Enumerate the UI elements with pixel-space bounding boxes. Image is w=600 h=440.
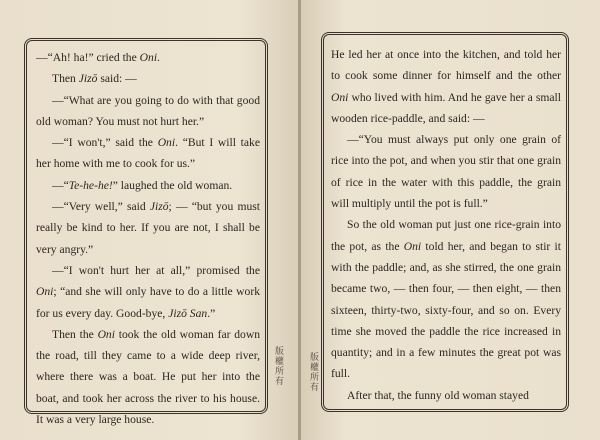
right-page [301, 0, 600, 440]
left-page [0, 0, 299, 440]
paragraph: —“You must always put only one grain of rice into the pot, and when you stir that one grain of rice in the water with this paddle, the grain will multiply until the pot is full.” [331, 133, 561, 211]
paragraph: —“Very well,” said Jizō; — “but you must really be kind to her. If you are not, I shall be very angry.” [36, 200, 260, 256]
paragraph: —“Ah! ha!” cried the Oni. [36, 51, 160, 64]
paragraph: So the old woman put just one rice-grain into the pot, as the Oni told her, and began to stir it with the paddle; and, as she stirred, the one grain became two, — then four, — then eight, — then sixteen, thirty-two, sixty-four, and so on. Every time she moved the paddle the rice increased in quantity; and in a few minutes the great pot was full. [331, 218, 561, 381]
paragraph: He led her at once into the kitchen, and told her to cook some dinner for himself and the other Oni who lived with him. And he gave her a small wooden rice-paddle, and said: — [331, 48, 561, 125]
right-page-text [331, 44, 561, 406]
paragraph: —“I won't hurt her at all,” promised the Oni; “and she will only have to do a little work for us every day. Good-bye, Jizō San.” [36, 263, 260, 320]
left-page-text [36, 47, 260, 430]
copyright-seal: 版權所有 [273, 346, 283, 386]
paragraph: —“I won't,” said the Oni. “But I will take her home with me to cook for us.” [36, 136, 260, 171]
paragraph: —“What are you going to do with that good old woman? You must not hurt her.” [36, 93, 260, 128]
paragraph: —“Te-he-he!” laughed the old woman. [52, 178, 233, 192]
paragraph: Then Jizō said: — [52, 72, 137, 86]
copyright-seal: 版權所有 [308, 352, 318, 392]
paragraph: Then the Oni took the old woman far down the road, till they came to a wide deep river, where there was a boat. He put her into the boat, and took her across the river to his house. It was a very large house. [36, 327, 260, 427]
paragraph: After that, the funny old woman stayed [347, 388, 529, 402]
